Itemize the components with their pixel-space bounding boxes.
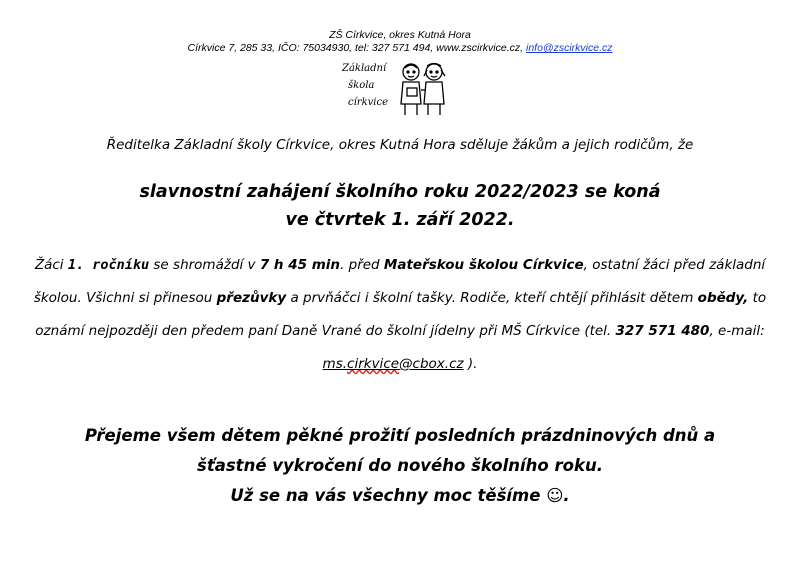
- headline-line-2: ve čtvrtek 1. září 2022.: [285, 210, 515, 230]
- school-name: ZŠ Církvice, okres Kutná Hora: [329, 29, 471, 41]
- closing-wishes: [0, 421, 800, 511]
- grade-highlight: 1. ročníku: [67, 257, 150, 273]
- address-text: Církvice 7, 285 33, IČO: 75034930, tel: 327 571 494, www.zscirkvice.cz,: [187, 42, 526, 54]
- logo-text: [342, 60, 404, 111]
- body-text: to oznámí nejpozději den předem paní Daně Vrané do školní jídelny při MŠ Církvice (tel.: [35, 290, 767, 339]
- phone-highlight: 327 571 480: [615, 323, 710, 339]
- closing-line-3: Už se na vás všechny moc těšíme ☺.: [230, 486, 570, 505]
- email-link[interactable]: info@zscirkvice.cz: [526, 42, 613, 54]
- email-squiggle: cirkvice: [347, 356, 400, 372]
- email-suffix: @cbox.cz: [399, 356, 464, 372]
- slippers-highlight: přezůvky: [216, 290, 287, 306]
- body-text: , e-mail:: [709, 323, 765, 339]
- body-text: ).: [463, 356, 478, 372]
- body-text: , ostatní žáci před základní školou. Všichni si přinesou: [33, 257, 766, 306]
- body-paragraph: [30, 249, 770, 381]
- email-prefix: ms.: [322, 356, 348, 372]
- address-line: [0, 42, 800, 55]
- place-highlight: Mateřskou školou Církvice: [383, 257, 584, 273]
- body-text: Žáci: [34, 257, 68, 273]
- lunch-highlight: obědy,: [697, 290, 749, 306]
- headline-line-1: slavnostní zahájení školního roku 2022/2023 se koná: [139, 182, 661, 202]
- children-drawing-icon: [397, 60, 449, 118]
- closing-line-1: Přejeme všem dětem pěkné prožití posledních prázdninových dnů a: [84, 426, 716, 445]
- logo-line-3: církvice: [348, 97, 389, 108]
- body-text: . před: [340, 257, 384, 273]
- school-logo: [342, 60, 462, 120]
- canteen-email-link[interactable]: [323, 356, 464, 372]
- logo-line-1: Základní: [342, 63, 387, 74]
- closing-line-2: šťastné vykročení do nového školního roku.: [197, 456, 603, 475]
- logo-line-2: škola: [348, 80, 375, 91]
- letterhead: [0, 29, 800, 55]
- body-text: a prvňáčci i školní tašky. Rodiče, kteří chtějí přihlásit dětem: [286, 290, 698, 306]
- time-highlight: 7 h 45 min: [259, 257, 341, 273]
- intro-text: Ředitelka Základní školy Církvice, okres Kutná Hora sděluje žákům a jejich rodičům, že: [106, 137, 694, 153]
- headline: [0, 178, 800, 234]
- body-text: se shromáždí v: [149, 257, 260, 273]
